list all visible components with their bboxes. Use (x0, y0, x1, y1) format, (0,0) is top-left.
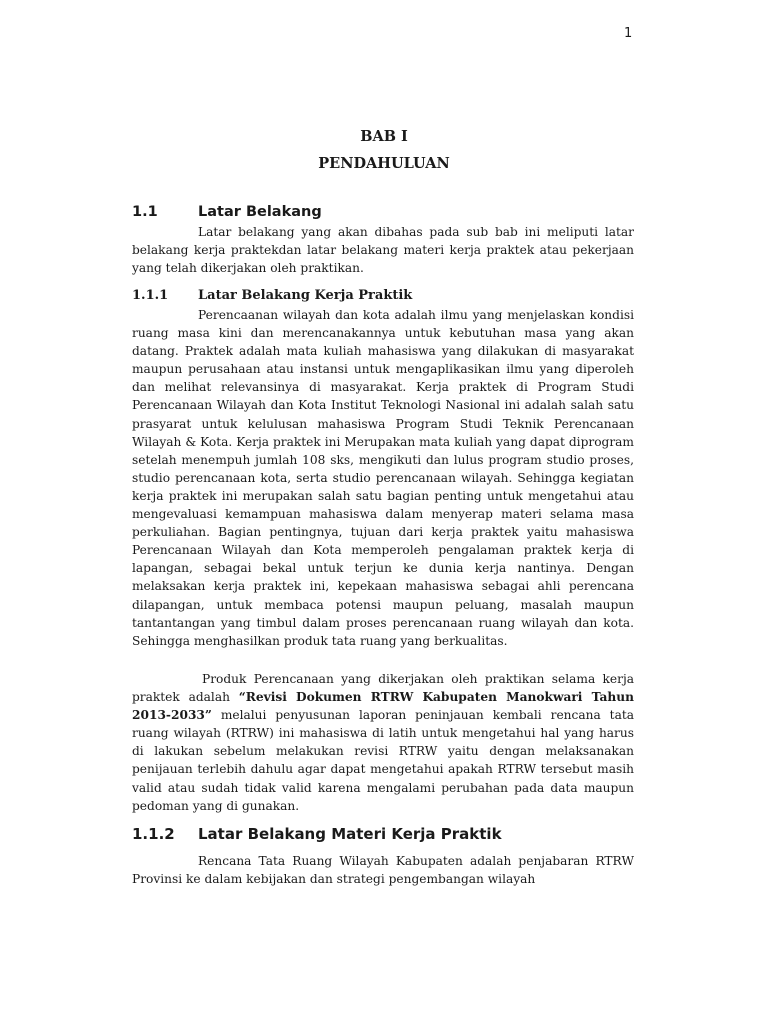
section-1-1-1-paragraph-2 (132, 670, 634, 815)
section-1-1-1-paragraph: Perencaanan wilayah dan kota adalah ilmu yang menjelaskan kondisi ruang masa kini dan merencanakannya untuk kebutuhan masa yang akan datang. Praktek adalah mata kuliah mahasiswa yang dilakukan di masyarakat maupun perusahaan atau instansi untuk mengaplikasikan ilmu yang diperoleh dan melihat relevansinya di masyarakat. Kerja praktek di Program Studi Perencanaan Wilayah dan Kota Institut Teknologi Nasional ini adalah salah satu prasyarat untuk kelulusan mahasiswa Program Studi Teknik Perencanaan Wilayah & Kota. Kerja praktek ini Merupakan mata kuliah yang dapat diprogram setelah menempuh jumlah 108 sks, mengikuti dan lulus program studio proses, studio perencanaan kota, serta studio perencanaan wilayah. Sehingga kegiatan kerja praktek ini merupakan salah satu bagian penting untuk mengetahui atau mengevaluasi kemampuan mahasiswa dalam menyerap materi selama masa perkuliahan. Bagian pentingnya, tujuan dari kerja praktek yaitu mahasiswa Perencanaan Wilayah dan Kota memperoleh pengalaman praktek kerja di lapangan, sebagai bekal untuk terjun ke dunia kerja nantinya. Dengan melaksakan kerja praktek ini, kepekaan mahasiswa sebagai ahli perencana dilapangan, untuk membaca potensi maupun peluang, masalah maupun tantantangan yang timbul dalam proses perencanaan ruang wilayah dan kota. Sehingga menghasilkan produk tata ruang yang berkualitas. (132, 308, 634, 648)
section-1-1-paragraph: Latar belakang yang akan dibahas pada sub bab ini meliputi latar belakang kerja praktekdan latar belakang materi kerja praktek atau pekerjaan yang telah dikerjakan oleh praktikan. (132, 225, 634, 276)
chapter-label: BAB I (360, 128, 408, 145)
paragraph-rest: melalui penyusunan laporan peninjauan kembali rencana tata ruang wilayah (RTRW) ini mahasiswa di latih untuk mengetahui hal yang harus di lakukan sebelum melakukan revisi RTRW yaitu dengan melaksanakan penijauan terlebih dahulu agar dapat mengetahui apakah RTRW tersebut masih valid atau sudah tidak valid karena mengalami perubahan pada data maupun pedoman yang di gunakan. (132, 708, 634, 813)
section-number: 1.1 (132, 204, 158, 220)
product-title-bold: “Revisi Dokumen RTRW Kabupaten Manokwari Tahun 2013-2033” (132, 690, 634, 723)
section-number: 1.1.2 (132, 825, 175, 843)
section-title: Latar Belakang Materi Kerja Praktik (198, 825, 502, 843)
section-1-1-2-paragraph: Rencana Tata Ruang Wilayah Kabupaten adalah penjabaran RTRW Provinsi ke dalam kebijakan dan strategi pengembangan wilayah (132, 854, 634, 887)
section-title: Latar Belakang (198, 204, 322, 220)
page-number: 1 (624, 26, 633, 41)
chapter-title: PENDAHULUAN (318, 155, 450, 172)
section-number: 1.1.1 (132, 288, 169, 303)
section-title: Latar Belakang Kerja Praktik (198, 288, 413, 303)
paragraph-intro: Produk Perencanaan yang dikerjakan oleh praktikan selama kerja praktek adalah (132, 672, 634, 705)
